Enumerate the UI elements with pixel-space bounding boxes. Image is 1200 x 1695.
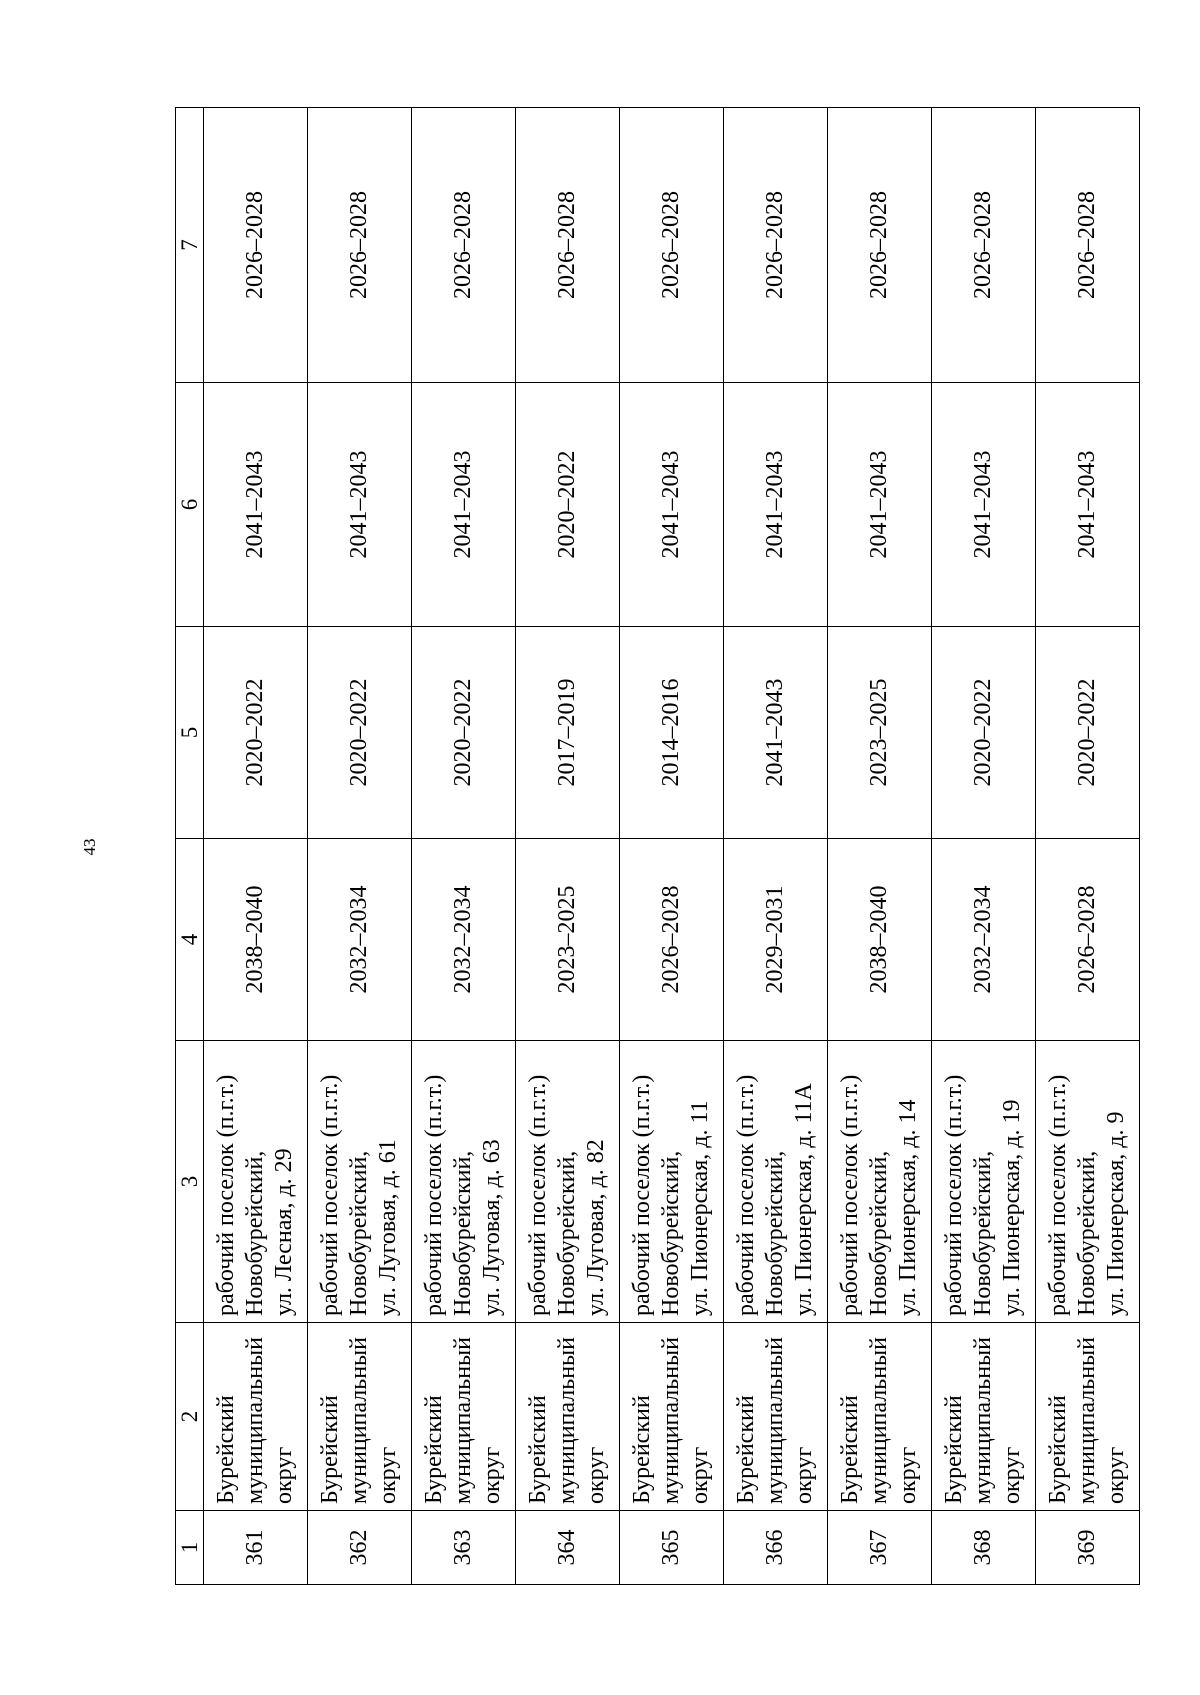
address-cell bbox=[932, 1041, 1036, 1323]
header-cell: 6 bbox=[176, 383, 204, 627]
address-cell bbox=[620, 1041, 724, 1323]
period-cell-col5: 2017–2019 bbox=[516, 627, 620, 839]
row-number-cell: 367 bbox=[828, 1511, 932, 1585]
address-line: ул. Пионерская, д. 19 bbox=[998, 1099, 1025, 1316]
address-line: рабочий поселок (п.г.т.) bbox=[317, 1074, 344, 1316]
period-cell-col7: 2026–2028 bbox=[516, 108, 620, 383]
municipality-line: Бурейский bbox=[421, 1395, 448, 1504]
municipality-line: Бурейский bbox=[629, 1395, 656, 1504]
address-line: ул. Лесная, д. 29 bbox=[270, 1148, 297, 1316]
row-number-cell: 365 bbox=[620, 1511, 724, 1585]
address-cell bbox=[412, 1041, 516, 1323]
period-cell-col6: 2041–2043 bbox=[724, 383, 828, 627]
municipality-line: Бурейский bbox=[525, 1395, 552, 1504]
period-cell-col4: 2023–2025 bbox=[516, 839, 620, 1041]
municipality-line: муниципальный bbox=[450, 1336, 477, 1504]
address-line: ул. Пионерская, д. 11А bbox=[790, 1083, 817, 1316]
table-row bbox=[620, 108, 724, 1585]
address-line: Новобурейский, bbox=[242, 1150, 269, 1316]
table-row bbox=[204, 108, 308, 1585]
municipality-line: муниципальный bbox=[762, 1336, 789, 1504]
municipality-line: муниципальный bbox=[658, 1336, 685, 1504]
municipality-line: муниципальный bbox=[346, 1336, 373, 1504]
table-row bbox=[828, 108, 932, 1585]
municipality-cell bbox=[828, 1323, 932, 1511]
period-cell-col6: 2041–2043 bbox=[308, 383, 412, 627]
period-cell-col4: 2032–2034 bbox=[412, 839, 516, 1041]
address-cell bbox=[828, 1041, 932, 1323]
municipality-line: муниципальный bbox=[866, 1336, 893, 1504]
period-cell-col5: 2023–2025 bbox=[828, 627, 932, 839]
address-line: рабочий поселок (п.г.т.) bbox=[837, 1074, 864, 1316]
address-line: Новобурейский, bbox=[450, 1150, 477, 1316]
page-number: 43 bbox=[80, 838, 99, 856]
address-line: Новобурейский, bbox=[970, 1150, 997, 1316]
address-line: Новобурейский, bbox=[866, 1150, 893, 1316]
municipality-cell bbox=[932, 1323, 1036, 1511]
period-cell-col7: 2026–2028 bbox=[932, 108, 1036, 383]
municipality-line: округ bbox=[270, 1446, 297, 1504]
address-line: ул. Луговая, д. 63 bbox=[478, 1139, 505, 1316]
header-cell: 7 bbox=[176, 108, 204, 383]
municipality-line: Бурейский bbox=[941, 1395, 968, 1504]
table-row bbox=[1036, 108, 1140, 1585]
period-cell-col7: 2026–2028 bbox=[308, 108, 412, 383]
table-container bbox=[175, 108, 1140, 1585]
address-cell bbox=[724, 1041, 828, 1323]
address-line: рабочий поселок (п.г.т.) bbox=[1045, 1074, 1072, 1316]
period-cell-col6: 2041–2043 bbox=[412, 383, 516, 627]
municipality-cell bbox=[724, 1323, 828, 1511]
period-cell-col4: 2029–2031 bbox=[724, 839, 828, 1041]
municipality-line: Бурейский bbox=[733, 1395, 760, 1504]
municipality-line: округ bbox=[478, 1446, 505, 1504]
header-cell: 5 bbox=[176, 627, 204, 839]
header-cell: 2 bbox=[176, 1323, 204, 1511]
row-number-cell: 369 bbox=[1036, 1511, 1140, 1585]
municipality-line: округ bbox=[686, 1446, 713, 1504]
header-cell: 3 bbox=[176, 1041, 204, 1323]
period-cell-col5: 2041–2043 bbox=[724, 627, 828, 839]
row-number-cell: 362 bbox=[308, 1511, 412, 1585]
address-line: рабочий поселок (п.г.т.) bbox=[421, 1074, 448, 1316]
municipality-line: округ bbox=[1102, 1446, 1129, 1504]
address-line: рабочий поселок (п.г.т.) bbox=[525, 1074, 552, 1316]
address-cell bbox=[204, 1041, 308, 1323]
address-line: ул. Луговая, д. 61 bbox=[374, 1139, 401, 1316]
municipality-cell bbox=[412, 1323, 516, 1511]
municipality-cell bbox=[1036, 1323, 1140, 1511]
address-cell bbox=[516, 1041, 620, 1323]
period-cell-col7: 2026–2028 bbox=[724, 108, 828, 383]
address-line: Новобурейский, bbox=[762, 1150, 789, 1316]
period-cell-col4: 2026–2028 bbox=[620, 839, 724, 1041]
municipality-cell bbox=[620, 1323, 724, 1511]
municipality-line: округ bbox=[374, 1446, 401, 1504]
municipality-line: округ bbox=[790, 1446, 817, 1504]
municipality-line: муниципальный bbox=[1074, 1336, 1101, 1504]
address-line: Новобурейский, bbox=[346, 1150, 373, 1316]
municipality-cell bbox=[516, 1323, 620, 1511]
municipality-line: округ bbox=[894, 1446, 921, 1504]
municipality-line: муниципальный bbox=[970, 1336, 997, 1504]
address-line: рабочий поселок (п.г.т.) bbox=[629, 1074, 656, 1316]
municipality-line: округ bbox=[998, 1446, 1025, 1504]
row-number-cell: 364 bbox=[516, 1511, 620, 1585]
address-line: ул. Пионерская, д. 14 bbox=[894, 1099, 921, 1316]
address-cell bbox=[308, 1041, 412, 1323]
address-line: рабочий поселок (п.г.т.) bbox=[941, 1074, 968, 1316]
address-line: Новобурейский, bbox=[1074, 1150, 1101, 1316]
address-cell bbox=[1036, 1041, 1140, 1323]
period-cell-col7: 2026–2028 bbox=[412, 108, 516, 383]
row-number-cell: 366 bbox=[724, 1511, 828, 1585]
period-cell-col7: 2026–2028 bbox=[204, 108, 308, 383]
period-cell-col5: 2020–2022 bbox=[412, 627, 516, 839]
table-row bbox=[932, 108, 1036, 1585]
address-line: ул. Пионерская, д. 11 bbox=[686, 1100, 713, 1316]
municipality-line: округ bbox=[582, 1446, 609, 1504]
period-cell-col6: 2041–2043 bbox=[828, 383, 932, 627]
municipality-line: Бурейский bbox=[213, 1395, 240, 1504]
header-row bbox=[176, 108, 204, 1585]
period-cell-col6: 2041–2043 bbox=[620, 383, 724, 627]
row-number-cell: 363 bbox=[412, 1511, 516, 1585]
period-cell-col7: 2026–2028 bbox=[828, 108, 932, 383]
period-cell-col6: 2041–2043 bbox=[1036, 383, 1140, 627]
row-number-cell: 368 bbox=[932, 1511, 1036, 1585]
table-row bbox=[308, 108, 412, 1585]
address-line: ул. Луговая, д. 82 bbox=[582, 1139, 609, 1316]
municipality-line: муниципальный bbox=[554, 1336, 581, 1504]
period-cell-col4: 2038–2040 bbox=[828, 839, 932, 1041]
table-row bbox=[516, 108, 620, 1585]
period-cell-col5: 2020–2022 bbox=[1036, 627, 1140, 839]
period-cell-col7: 2026–2028 bbox=[620, 108, 724, 383]
period-cell-col4: 2026–2028 bbox=[1036, 839, 1140, 1041]
header-cell: 4 bbox=[176, 839, 204, 1041]
header-cell: 1 bbox=[176, 1511, 204, 1585]
municipality-line: Бурейский bbox=[837, 1395, 864, 1504]
period-cell-col6: 2020–2022 bbox=[516, 383, 620, 627]
period-cell-col4: 2038–2040 bbox=[204, 839, 308, 1041]
period-cell-col6: 2041–2043 bbox=[204, 383, 308, 627]
address-line: рабочий поселок (п.г.т.) bbox=[733, 1074, 760, 1316]
table-row bbox=[412, 108, 516, 1585]
address-line: ул. Пионерская, д. 9 bbox=[1102, 1111, 1129, 1316]
municipality-line: Бурейский bbox=[317, 1395, 344, 1504]
period-cell-col4: 2032–2034 bbox=[308, 839, 412, 1041]
address-line: Новобурейский, bbox=[554, 1150, 581, 1316]
period-cell-col5: 2014–2016 bbox=[620, 627, 724, 839]
period-cell-col7: 2026–2028 bbox=[1036, 108, 1140, 383]
address-line: рабочий поселок (п.г.т.) bbox=[213, 1074, 240, 1316]
period-cell-col6: 2041–2043 bbox=[932, 383, 1036, 627]
address-line: Новобурейский, bbox=[658, 1150, 685, 1316]
table-body bbox=[176, 108, 1140, 1585]
municipality-cell bbox=[204, 1323, 308, 1511]
schedule-table bbox=[175, 107, 1140, 1585]
municipality-line: Бурейский bbox=[1045, 1395, 1072, 1504]
period-cell-col4: 2032–2034 bbox=[932, 839, 1036, 1041]
table-row bbox=[724, 108, 828, 1585]
period-cell-col5: 2020–2022 bbox=[204, 627, 308, 839]
municipality-cell bbox=[308, 1323, 412, 1511]
period-cell-col5: 2020–2022 bbox=[308, 627, 412, 839]
row-number-cell: 361 bbox=[204, 1511, 308, 1585]
municipality-line: муниципальный bbox=[242, 1336, 269, 1504]
period-cell-col5: 2020–2022 bbox=[932, 627, 1036, 839]
